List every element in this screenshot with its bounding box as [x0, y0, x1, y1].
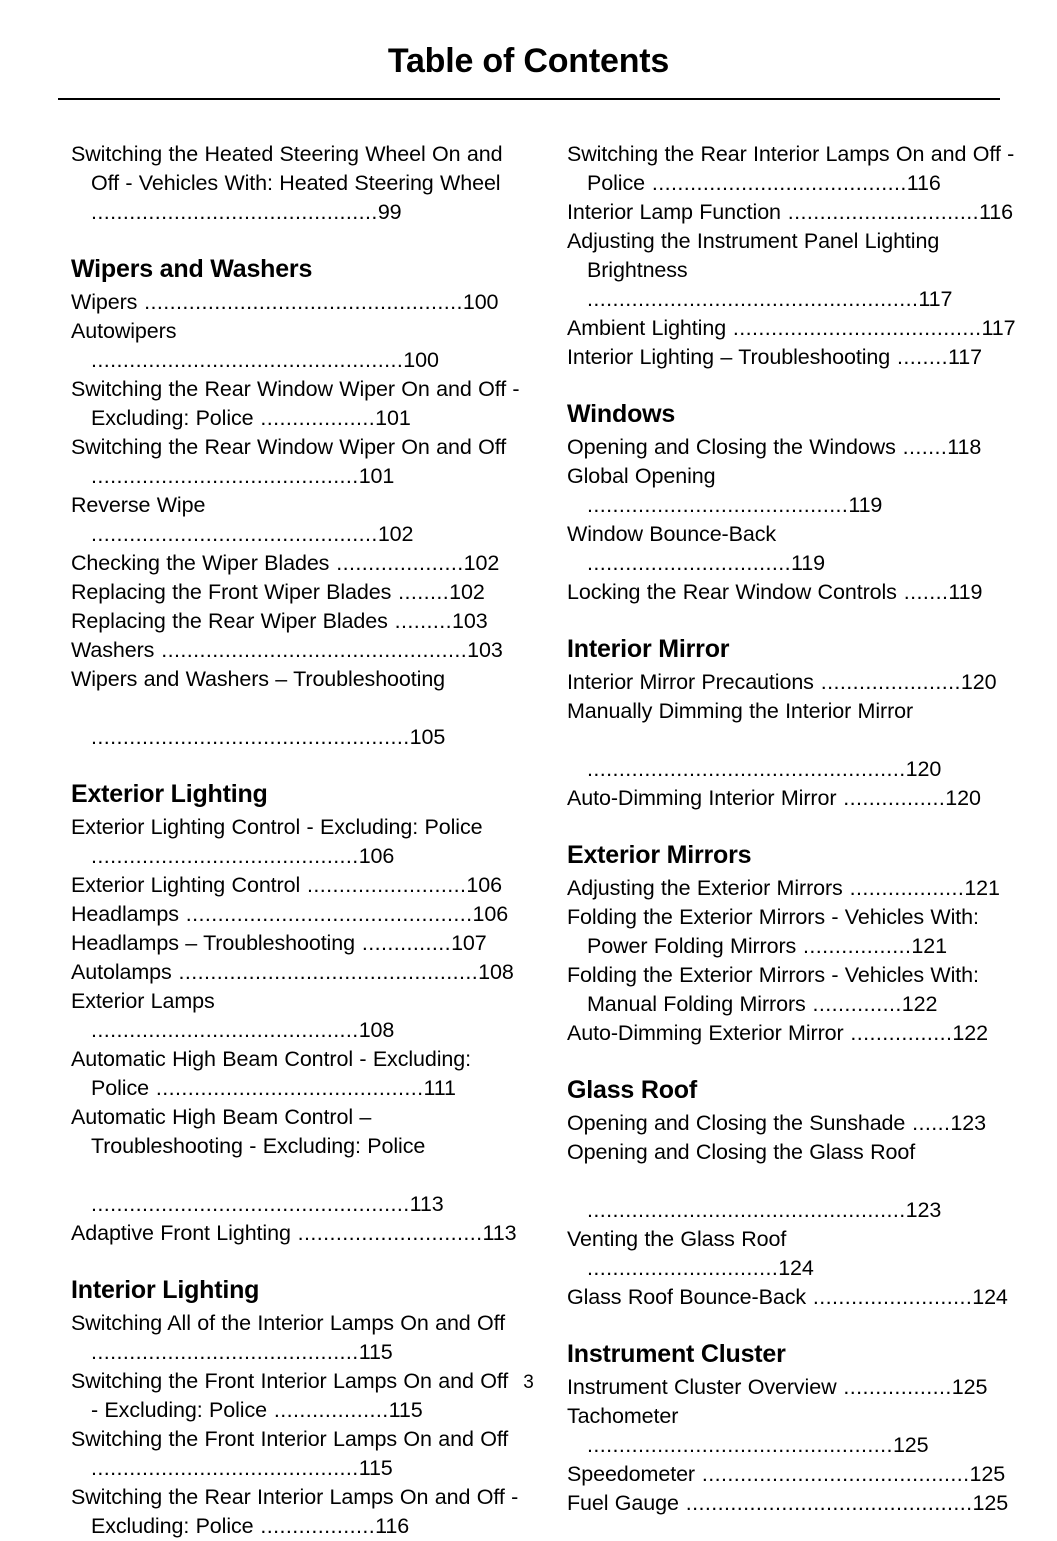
toc-entry-page-number: 119 — [790, 551, 825, 575]
toc-section-continued — [71, 140, 521, 227]
toc-entry-adjusting-the-instrument-panel-lighting-brightne[interactable] — [567, 227, 1017, 314]
toc-entry-page-number: 106 — [472, 902, 509, 926]
toc-dot-leader: .......................................... — [148, 1076, 424, 1100]
toc-dot-leader: .......................................... — [91, 1340, 359, 1364]
toc-entry-page-number: 123 — [905, 1198, 942, 1222]
toc-entry-page-number: 122 — [901, 992, 938, 1016]
toc-entry-page-number: 120 — [960, 670, 997, 694]
toc-entry-page-number: 115 — [358, 1456, 393, 1480]
toc-entry-tachometer[interactable] — [567, 1402, 1017, 1460]
toc-entry-page-number: 122 — [952, 1021, 988, 1045]
toc-section-continued — [567, 140, 1017, 372]
toc-section-instrument-cluster — [567, 1339, 1017, 1518]
toc-dot-leader: .................................................. — [587, 1198, 906, 1222]
toc-dot-leader: ............................................. — [91, 522, 378, 546]
toc-entry-label: Folding the Exterior Mirrors - Vehicles With: Power Folding Mirrors — [567, 905, 979, 958]
toc-entry-page-number: 125 — [951, 1375, 988, 1399]
toc-entry-page-number: 125 — [892, 1433, 929, 1457]
toc-entry-label: Fuel Gauge — [567, 1491, 679, 1515]
toc-entry-page-number: 113 — [482, 1221, 517, 1245]
toc-entry-label: Interior Lamp Function — [567, 200, 781, 224]
toc-entry-label: Adjusting the Exterior Mirrors — [567, 876, 843, 900]
toc-entry-replacing-the-rear-wiper-blades[interactable] — [71, 607, 521, 636]
toc-dot-leader: ................ — [843, 1021, 953, 1045]
toc-dot-leader: ............................................. — [178, 902, 473, 926]
toc-entry-label: Window Bounce-Back — [567, 522, 777, 546]
toc-entry-switching-the-rear-window-wiper-on-and-off-exclu[interactable] — [71, 375, 521, 433]
toc-entry-page-number: 108 — [478, 960, 514, 984]
toc-entry-switching-the-rear-interior-lamps-on-and-off-exc[interactable] — [71, 1483, 521, 1541]
toc-entry-label: Switching the Rear Window Wiper On and Off — [71, 435, 507, 459]
toc-dot-leader: .................. — [266, 1398, 389, 1422]
toc-entry-label: Interior Lighting – Troubleshooting — [567, 345, 891, 369]
section-heading: Wipers and Washers — [71, 255, 313, 283]
toc-dot-leader: ................................................. — [91, 348, 404, 372]
toc-entry-page-number: 115 — [388, 1398, 423, 1422]
section-heading: Instrument Cluster — [567, 1340, 786, 1368]
toc-entry-label: Switching All of the Interior Lamps On and Off — [71, 1311, 506, 1335]
toc-entry-page-number: 106 — [466, 873, 502, 897]
toc-entry-adjusting-the-exterior-mirrors[interactable] — [567, 874, 1017, 903]
toc-entry-label: Replacing the Front Wiper Blades — [71, 580, 392, 604]
toc-dot-leader: .......................................... — [694, 1462, 970, 1486]
toc-dot-leader: .................................................. — [91, 725, 410, 749]
toc-dot-leader: .................. — [253, 1514, 376, 1538]
toc-entry-label: Exterior Lighting Control - Excluding: Police — [71, 815, 483, 839]
toc-entry-ambient-lighting[interactable] — [567, 314, 1017, 343]
toc-entry-page-number: 116 — [978, 200, 1013, 224]
toc-entry-switching-the-front-interior-lamps-on-and-off[interactable] — [71, 1425, 521, 1483]
toc-section-glass-roof — [567, 1075, 1017, 1312]
toc-entry-label: Auto-Dimming Exterior Mirror — [567, 1021, 844, 1045]
toc-entry-label: Interior Mirror Precautions — [567, 670, 814, 694]
toc-entry-page-number: 121 — [911, 934, 947, 958]
toc-entry-folding-the-exterior-mirrors-vehicles-with-power[interactable] — [567, 903, 1017, 961]
toc-dot-leader: .......................................... — [91, 464, 359, 488]
toc-entry-autolamps[interactable] — [71, 958, 521, 987]
toc-entry-page-number: 101 — [358, 464, 395, 488]
toc-entry-fuel-gauge[interactable] — [567, 1489, 1017, 1518]
page-title: Table of Contents — [387, 42, 670, 80]
toc-section-wipers-and-washers — [71, 254, 521, 752]
toc-entry-label: Headlamps — [71, 902, 179, 926]
toc-dot-leader: ............................................. — [91, 200, 378, 224]
toc-dot-leader: .................... — [329, 551, 464, 575]
toc-dot-leader: .......................................... — [91, 844, 359, 868]
page-number: 3 — [523, 1372, 534, 1393]
toc-section-exterior-lighting — [71, 779, 521, 1248]
toc-entry-auto-dimming-exterior-mirror[interactable] — [567, 1019, 1017, 1048]
toc-section-interior-mirror — [567, 634, 1017, 813]
toc-dot-leader: ................................ — [587, 551, 791, 575]
toc-entry-adaptive-front-lighting[interactable] — [71, 1219, 521, 1248]
toc-dot-leader: .............................. — [780, 200, 979, 224]
toc-section-exterior-mirrors — [567, 840, 1017, 1048]
toc-dot-leader: ............................................. — [678, 1491, 973, 1515]
toc-entry-checking-the-wiper-blades[interactable] — [71, 549, 521, 578]
toc-entry-page-number: 116 — [375, 1514, 410, 1538]
toc-entry-page-number: 119 — [948, 580, 983, 604]
toc-entry-opening-and-closing-the-sunshade[interactable] — [567, 1109, 1017, 1138]
toc-entry-label: Exterior Lamps — [71, 989, 215, 1013]
toc-entry-interior-lamp-function[interactable] — [567, 198, 1017, 227]
toc-entry-page-number: 124 — [778, 1256, 814, 1280]
toc-dot-leader: ......... — [387, 609, 453, 633]
toc-entry-label: Checking the Wiper Blades — [71, 551, 330, 575]
toc-entry-switching-the-rear-window-wiper-on-and-off[interactable] — [71, 433, 521, 491]
toc-entry-label: Washers — [71, 638, 155, 662]
toc-column-left — [71, 140, 521, 1541]
toc-dot-leader: ........ — [890, 345, 948, 369]
toc-entry-label: Autowipers — [71, 319, 177, 343]
toc-dot-leader: ....... — [895, 435, 948, 459]
toc-entry-page-number: 103 — [452, 609, 488, 633]
toc-entry-headlamps-troubleshooting[interactable] — [71, 929, 521, 958]
toc-dot-leader: ......................... — [300, 873, 467, 897]
toc-entry-label: Folding the Exterior Mirrors - Vehicles With: Manual Folding Mirrors — [567, 963, 979, 1016]
toc-dot-leader: ................................................ — [587, 1433, 893, 1457]
toc-dot-leader: .......................................... — [91, 1018, 359, 1042]
toc-entry-label: Ambient Lighting — [567, 316, 727, 340]
toc-entry-label: Reverse Wipe — [71, 493, 206, 517]
toc-entry-label: Adjusting the Instrument Panel Lighting Brightness — [567, 229, 940, 282]
toc-entry-page-number: 100 — [403, 348, 439, 372]
toc-dot-leader: ....................................... — [726, 316, 982, 340]
toc-entry-switching-the-rear-interior-lamps-on-and-off-pol[interactable] — [567, 140, 1017, 198]
toc-entry-speedometer[interactable] — [567, 1460, 1017, 1489]
toc-entry-label: Switching the Front Interior Lamps On and Off — [71, 1427, 509, 1451]
toc-entry-label: Opening and Closing the Sunshade — [567, 1111, 906, 1135]
header-divider — [58, 98, 1000, 100]
section-heading: Windows — [567, 400, 676, 428]
toc-entry-label: Venting the Glass Roof — [567, 1227, 787, 1251]
section-heading: Exterior Lighting — [71, 780, 268, 808]
toc-dot-leader: .................. — [253, 406, 376, 430]
toc-entry-page-number: 111 — [423, 1076, 456, 1100]
section-heading: Interior Lighting — [71, 1276, 260, 1304]
toc-entry-label: Opening and Closing the Windows — [567, 435, 896, 459]
toc-dot-leader: .................................................. — [91, 1192, 410, 1216]
toc-entry-autowipers[interactable] — [71, 317, 521, 375]
toc-entry-locking-the-rear-window-controls[interactable] — [567, 578, 1017, 607]
toc-entry-label: Manually Dimming the Interior Mirror — [567, 699, 914, 723]
toc-entry-window-bounce-back[interactable] — [567, 520, 1017, 578]
toc-entry-page-number: 123 — [950, 1111, 986, 1135]
toc-dot-leader: .............. — [805, 992, 902, 1016]
toc-section-interior-lighting — [71, 1275, 521, 1541]
toc-entry-wipers[interactable] — [71, 288, 521, 317]
toc-entry-page-number: 102 — [449, 580, 485, 604]
toc-entry-reverse-wipe[interactable] — [71, 491, 521, 549]
toc-entry-interior-mirror-precautions[interactable] — [567, 668, 1017, 697]
toc-entry-label: Global Opening — [567, 464, 716, 488]
toc-entry-folding-the-exterior-mirrors-vehicles-with-manua[interactable] — [567, 961, 1017, 1019]
toc-entry-auto-dimming-interior-mirror[interactable] — [567, 784, 1017, 813]
toc-entry-page-number: 103 — [467, 638, 503, 662]
toc-entry-page-number: 102 — [463, 551, 500, 575]
toc-dot-leader: .................................................. — [587, 757, 906, 781]
toc-entry-replacing-the-front-wiper-blades[interactable] — [71, 578, 521, 607]
toc-entry-automatic-high-beam-control-excluding-police[interactable] — [71, 1045, 521, 1103]
toc-entry-switching-the-heated-steering-wheel-on-and-off-v[interactable] — [71, 140, 521, 227]
toc-entry-label: Automatic High Beam Control - Excluding: Police — [71, 1047, 472, 1100]
toc-dot-leader: ....... — [896, 580, 949, 604]
toc-entry-label: Opening and Closing the Glass Roof — [567, 1140, 916, 1164]
toc-section-windows — [567, 399, 1017, 607]
toc-dot-leader: ........ — [391, 580, 450, 604]
toc-dot-leader: .......................................... — [91, 1456, 359, 1480]
toc-entry-page-number: 113 — [409, 1192, 444, 1216]
toc-dot-leader: ................. — [796, 934, 912, 958]
toc-entry-page-number: 100 — [462, 290, 499, 314]
toc-dot-leader: .................................................. — [137, 290, 463, 314]
toc-entry-label: Headlamps – Troubleshooting — [71, 931, 355, 955]
toc-entry-label: Auto-Dimming Interior Mirror — [567, 786, 837, 810]
toc-entry-page-number: 118 — [947, 435, 982, 459]
toc-entry-exterior-lamps[interactable] — [71, 987, 521, 1045]
toc-entry-page-number: 120 — [905, 757, 942, 781]
section-heading: Exterior Mirrors — [567, 841, 752, 869]
toc-entry-page-number: 117 — [981, 316, 1016, 340]
section-heading: Interior Mirror — [567, 635, 730, 663]
toc-entry-exterior-lighting-control[interactable] — [71, 871, 521, 900]
toc-entry-page-number: 119 — [848, 493, 883, 517]
toc-dot-leader: ......................... — [806, 1285, 973, 1309]
toc-dot-leader: ........................................ — [644, 171, 907, 195]
toc-dot-leader: .............................. — [587, 1256, 779, 1280]
toc-dot-leader: ......................................... — [587, 493, 849, 517]
section-heading: Glass Roof — [567, 1076, 697, 1104]
toc-entry-page-number: 117 — [947, 345, 982, 369]
toc-dot-leader: ................. — [836, 1375, 952, 1399]
toc-dot-leader: .................................................... — [587, 287, 919, 311]
toc-entry-page-number: 125 — [972, 1491, 1009, 1515]
toc-entry-label: Wipers and Washers – Troubleshooting — [71, 667, 446, 691]
toc-entry-label: Autolamps — [71, 960, 172, 984]
toc-entry-page-number: 101 — [375, 406, 411, 430]
toc-dot-leader: .............. — [354, 931, 452, 955]
toc-entry-label: Instrument Cluster Overview — [567, 1375, 837, 1399]
toc-entry-label: Automatic High Beam Control – Troubleshooting - Excluding: Police — [71, 1105, 426, 1158]
toc-entry-washers[interactable] — [71, 636, 521, 665]
toc-entry-label: Locking the Rear Window Controls — [567, 580, 897, 604]
toc-entry-page-number: 108 — [358, 1018, 395, 1042]
toc-entry-page-number: 115 — [358, 1340, 393, 1364]
toc-entry-global-opening[interactable] — [567, 462, 1017, 520]
toc-entry-label: Switching the Front Interior Lamps On and Off - Excluding: Police — [71, 1369, 509, 1422]
toc-entry-page-number: 102 — [377, 522, 414, 546]
toc-entry-label: Switching the Rear Window Wiper On and Off - Excluding: Police — [71, 377, 520, 430]
toc-entry-page-number: 105 — [409, 725, 446, 749]
toc-entry-label: Tachometer — [567, 1404, 679, 1428]
toc-dot-leader: ............................. — [290, 1221, 483, 1245]
toc-entry-label: Switching the Heated Steering Wheel On and Off - Vehicles With: Heated Steering Wheel — [71, 142, 503, 195]
toc-entry-label: Replacing the Rear Wiper Blades — [71, 609, 388, 633]
toc-entry-page-number: 120 — [945, 786, 981, 810]
toc-entry-venting-the-glass-roof[interactable] — [567, 1225, 1017, 1283]
toc-entry-page-number: 124 — [972, 1285, 1008, 1309]
toc-dot-leader: ...................... — [813, 670, 961, 694]
toc-entry-exterior-lighting-control-excluding-police[interactable] — [71, 813, 521, 871]
toc-entry-page-number: 125 — [969, 1462, 1006, 1486]
toc-entry-label: Speedometer — [567, 1462, 695, 1486]
toc-entry-page-number: 121 — [964, 876, 1000, 900]
toc-entry-label: Adaptive Front Lighting — [71, 1221, 291, 1245]
toc-column-right — [567, 140, 1017, 1518]
toc-entry-page-number: 106 — [358, 844, 395, 868]
toc-entry-page-number: 116 — [906, 171, 941, 195]
toc-entry-opening-and-closing-the-windows[interactable] — [567, 433, 1017, 462]
toc-dot-leader: ............................................... — [171, 960, 479, 984]
toc-entry-switching-all-of-the-interior-lamps-on-and-off[interactable] — [71, 1309, 521, 1367]
toc-dot-leader: ................................................ — [154, 638, 468, 662]
toc-entry-page-number: 117 — [918, 287, 953, 311]
toc-entry-opening-and-closing-the-glass-roof[interactable] — [567, 1138, 1017, 1225]
toc-entry-label: Glass Roof Bounce-Back — [567, 1285, 806, 1309]
toc-entry-page-number: 99 — [377, 200, 402, 224]
toc-dot-leader: ................ — [836, 786, 946, 810]
toc-entry-automatic-high-beam-control-troubleshooting-excl[interactable] — [71, 1103, 521, 1219]
toc-entry-interior-lighting-troubleshooting[interactable] — [567, 343, 1017, 372]
toc-entry-manually-dimming-the-interior-mirror[interactable] — [567, 697, 1017, 784]
toc-entry-headlamps[interactable] — [71, 900, 521, 929]
toc-entry-label: Switching the Rear Interior Lamps On and Off - Excluding: Police — [71, 1485, 519, 1538]
toc-entry-glass-roof-bounce-back[interactable] — [567, 1283, 1017, 1312]
toc-dot-leader: ...... — [905, 1111, 951, 1135]
toc-entry-label: Exterior Lighting Control — [71, 873, 301, 897]
toc-entry-label: Wipers — [71, 290, 138, 314]
toc-dot-leader: .................. — [842, 876, 965, 900]
toc-entry-wipers-and-washers-troubleshooting[interactable] — [71, 665, 521, 752]
toc-entry-label: Switching the Rear Interior Lamps On and Off - Police — [567, 142, 1015, 195]
toc-entry-page-number: 107 — [451, 931, 487, 955]
